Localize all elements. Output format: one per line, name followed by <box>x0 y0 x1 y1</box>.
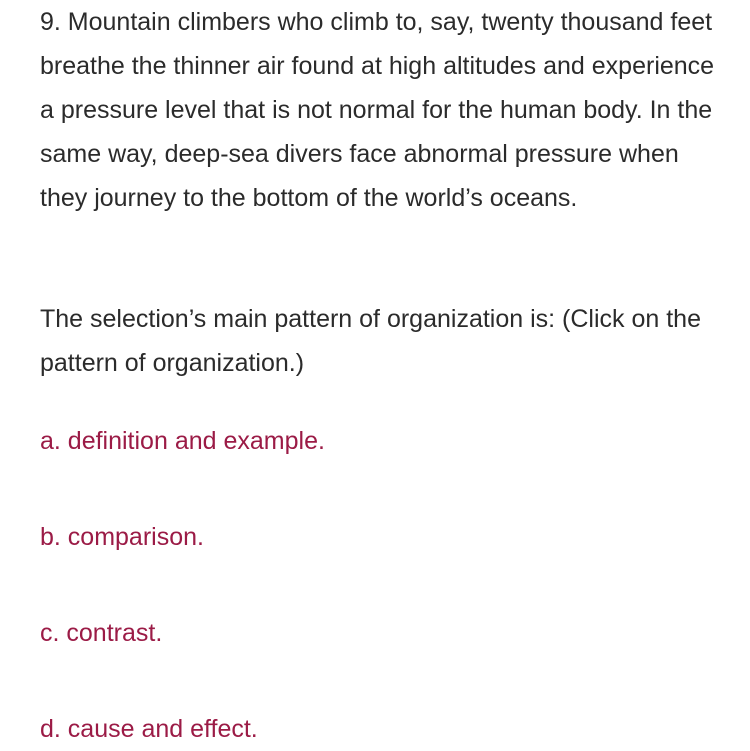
answer-option-c[interactable]: c. contrast. <box>40 619 163 647</box>
question-passage: 9. Mountain climbers who climb to, say, twenty thousand feet breathe the thinner air found at high altitudes and experience a pressure level that is not normal for the human body. In the same way, deep-sea divers face abnormal pressure when they journey to the bottom of the world’s oceans. <box>40 8 715 212</box>
answer-option-b[interactable]: b. comparison. <box>40 523 204 551</box>
answer-option-a[interactable]: a. definition and example. <box>40 427 325 455</box>
answer-option-d[interactable]: d. cause and effect. <box>40 715 258 743</box>
question-prompt: The selection’s main pattern of organization is: (Click on the pattern of organization.) <box>40 305 701 377</box>
